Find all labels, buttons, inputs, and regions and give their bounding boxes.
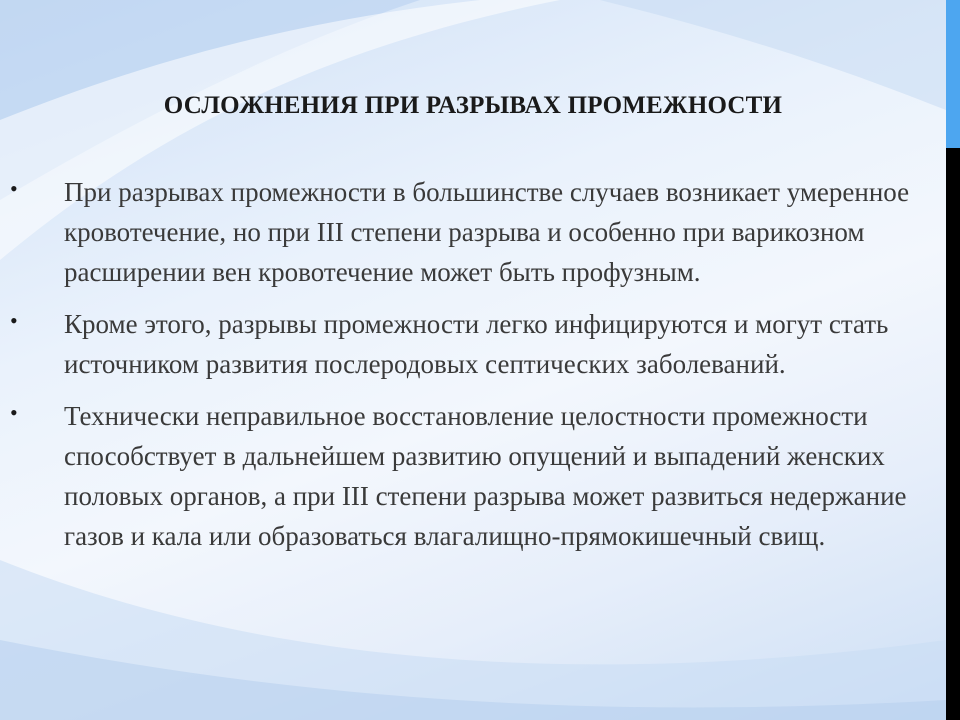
- bullet-text: При разрывах промежности в большинстве случаев возникает умеренное кровотечение, но при III степени разрыва и особенно при варикозном расширении вен кровотечение может быть профузным.: [64, 177, 910, 287]
- bullet-text: Кроме этого, разрывы промежности легко инфицируются и могут стать источником развития послеродовых септических заболеваний.: [64, 309, 889, 379]
- bullet-item: [0, 172, 946, 292]
- accent-band-black: [946, 148, 960, 720]
- accent-band-blue: [946, 0, 960, 148]
- bullet-item: [0, 396, 946, 556]
- bullet-icon: •: [10, 176, 18, 201]
- bullet-icon: •: [10, 308, 18, 333]
- bullet-icon: •: [10, 400, 18, 425]
- bullet-item: [0, 304, 946, 384]
- bullet-text: Технически неправильное восстановление целостности промежности способствует в дальнейшем развитию опущений и выпадений женских половых органов, а при III степени разрыва может развиться недержание газов и кала или образоваться влагалищно-прямокишечный свищ.: [64, 401, 907, 551]
- right-edge-band: [946, 0, 960, 720]
- bullet-list: [0, 172, 946, 568]
- slide-title: ОСЛОЖНЕНИЯ ПРИ РАЗРЫВАХ ПРОМЕЖНОСТИ: [163, 92, 783, 119]
